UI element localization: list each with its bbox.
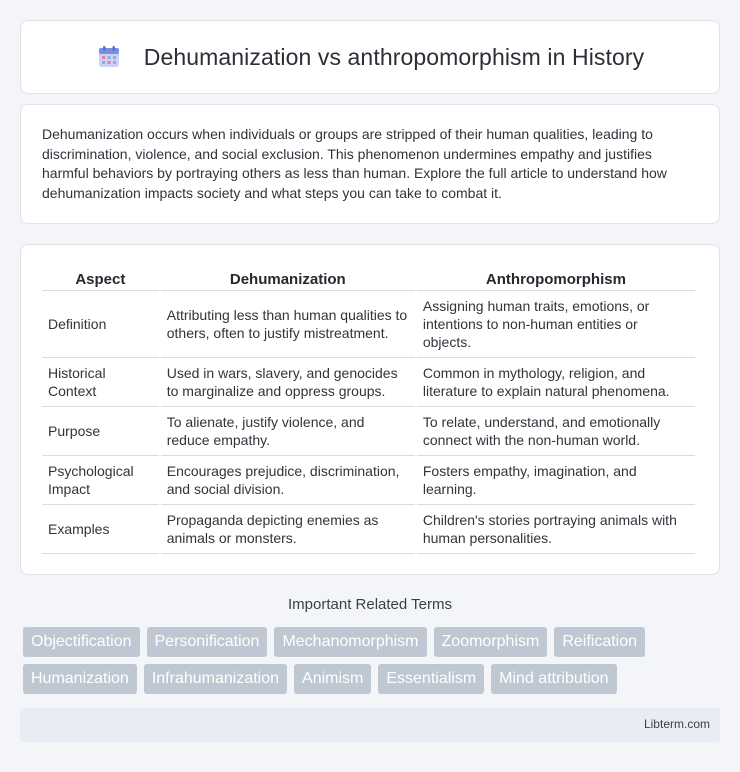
- table-row: [42, 358, 695, 407]
- table-cell: Propaganda depicting enemies as animals or monsters.: [161, 505, 415, 554]
- footer: [20, 708, 720, 742]
- page-title: Dehumanization vs anthropomorphism in History: [143, 43, 645, 70]
- footer-site-link[interactable]: Libterm.com: [643, 717, 710, 731]
- header-dehumanization: Dehumanization: [161, 265, 415, 291]
- table-cell: Assigning human traits, emotions, or intentions to non-human entities or objects.: [417, 291, 695, 358]
- tag-mechanomorphism[interactable]: Mechanomorphism: [274, 627, 426, 657]
- table-cell-aspect: Definition: [42, 291, 159, 358]
- table-cell: Attributing less than human qualities to others, often to justify mistreatment.: [161, 291, 415, 358]
- table-header-row: [42, 265, 695, 291]
- table-cell: Encourages prejudice, discrimination, and social division.: [161, 456, 415, 505]
- table-cell: Fosters empathy, imagination, and learning.: [417, 456, 695, 505]
- calendar-icon: [96, 44, 122, 70]
- table-cell: Used in wars, slavery, and genocides to marginalize and oppress groups.: [161, 358, 415, 407]
- tag-reification[interactable]: Reification: [554, 627, 645, 657]
- header-aspect: Aspect: [42, 265, 159, 291]
- tag-mind-attribution[interactable]: Mind attribution: [491, 664, 616, 694]
- table-cell-aspect: Psychological Impact: [42, 456, 159, 505]
- related-terms-tags: [23, 627, 723, 701]
- table-cell-aspect: Examples: [42, 505, 159, 554]
- tag-essentialism[interactable]: Essentialism: [378, 664, 484, 694]
- table-cell-aspect: Historical Context: [42, 358, 159, 407]
- tag-humanization[interactable]: Humanization: [23, 664, 137, 694]
- intro-card: [20, 104, 720, 224]
- tag-infrahumanization[interactable]: Infrahumanization: [144, 664, 287, 694]
- tag-animism[interactable]: Animism: [294, 664, 371, 694]
- table-cell: To alienate, justify violence, and reduce empathy.: [161, 407, 415, 456]
- comparison-card: [20, 244, 720, 575]
- related-terms-title: Important Related Terms: [288, 596, 452, 613]
- table-row: [42, 291, 695, 358]
- tag-row: [23, 627, 723, 657]
- comparison-table: [40, 265, 697, 554]
- tag-personification[interactable]: Personification: [147, 627, 268, 657]
- title-wrap: [96, 44, 645, 71]
- table-cell: To relate, understand, and emotionally connect with the non-human world.: [417, 407, 695, 456]
- tag-objectification[interactable]: Objectification: [23, 627, 140, 657]
- table-cell: Common in mythology, religion, and literature to explain natural phenomena.: [417, 358, 695, 407]
- table-row: [42, 505, 695, 554]
- table-row: [42, 456, 695, 505]
- intro-paragraph: Dehumanization occurs when individuals or groups are stripped of their human qualities, leading to discrimination, violence, and social exclusion. This phenomenon undermines empathy and justifies harmful behaviors by portraying others as less than human. Explore the full article to understand how dehumanization impacts society and what steps you can take to combat it.: [42, 126, 667, 201]
- tag-zoomorphism[interactable]: Zoomorphism: [434, 627, 548, 657]
- table-cell: Children's stories portraying animals with human personalities.: [417, 505, 695, 554]
- table-cell-aspect: Purpose: [42, 407, 159, 456]
- title-card: [20, 20, 720, 94]
- table-row: [42, 407, 695, 456]
- tag-row: [23, 664, 723, 694]
- header-anthropomorphism: Anthropomorphism: [417, 265, 695, 291]
